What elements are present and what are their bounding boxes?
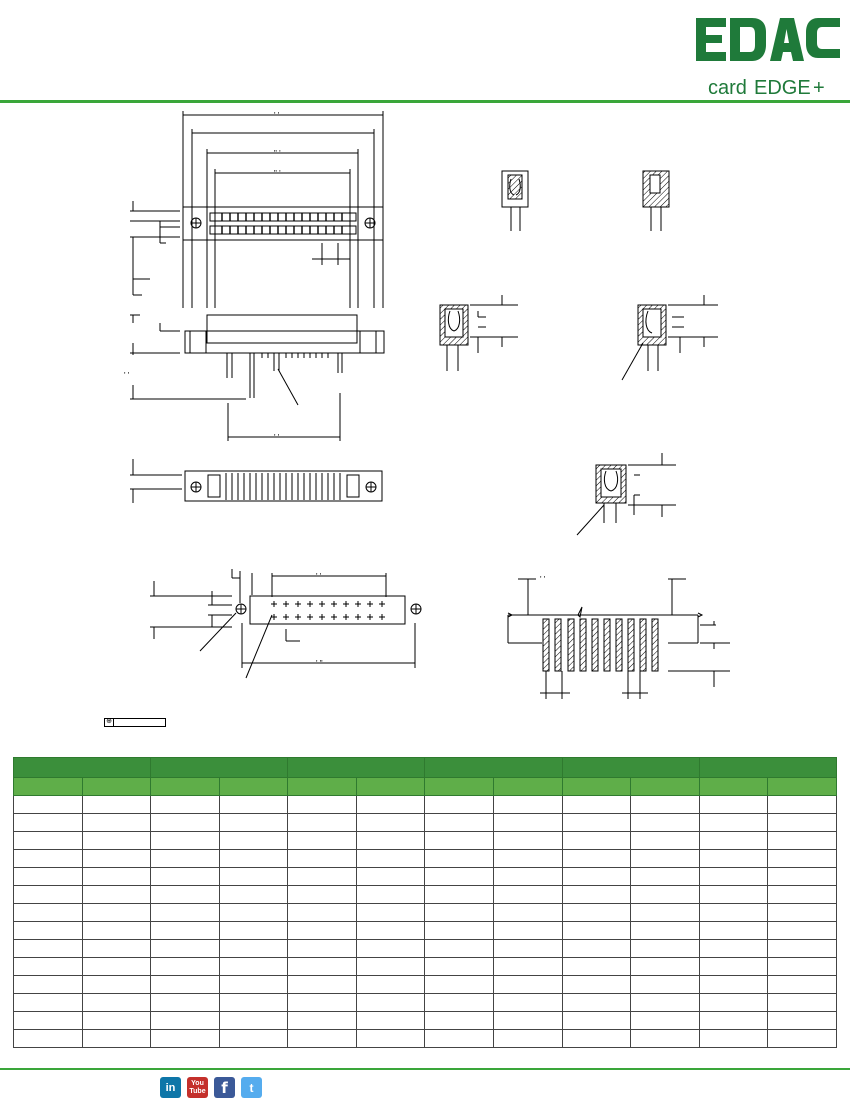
table-sub-header (699, 778, 768, 796)
logo-tagline-edge: EDGE (754, 77, 811, 99)
table-cell (288, 958, 357, 976)
facebook-icon[interactable] (214, 1077, 235, 1098)
table-cell (494, 904, 563, 922)
table-group-header (699, 758, 836, 778)
table-cell (82, 868, 151, 886)
table-group-header (14, 758, 151, 778)
table-cell (14, 904, 83, 922)
table-cell (82, 922, 151, 940)
table-cell (699, 904, 768, 922)
table-cell (562, 976, 631, 994)
table-cell (356, 940, 425, 958)
table-cell (494, 850, 563, 868)
table-cell (288, 796, 357, 814)
table-cell (768, 994, 837, 1012)
table-cell (82, 814, 151, 832)
table-cell (14, 814, 83, 832)
table-cell (82, 994, 151, 1012)
table-cell (151, 1012, 220, 1030)
dim-label-side-left: ' ' (124, 371, 130, 380)
section-view-3 (440, 295, 518, 371)
table-cell (768, 976, 837, 994)
table-cell (356, 1030, 425, 1048)
table-cell (768, 814, 837, 832)
table-cell (631, 796, 700, 814)
table-cell (288, 868, 357, 886)
table-cell (288, 976, 357, 994)
table-cell (356, 868, 425, 886)
table-cell (151, 796, 220, 814)
table-cell (82, 850, 151, 868)
table-cell (562, 886, 631, 904)
table-cell (82, 1030, 151, 1048)
table-cell (219, 940, 288, 958)
table-cell (631, 1030, 700, 1048)
table-cell (425, 850, 494, 868)
table-cell (631, 940, 700, 958)
logo-tagline-card: card (708, 77, 747, 99)
table-cell (494, 940, 563, 958)
table-cell (768, 940, 837, 958)
table-cell (151, 868, 220, 886)
section-view-5 (577, 453, 676, 535)
table-cell (768, 1030, 837, 1048)
table-cell (14, 832, 83, 850)
table-cell (151, 940, 220, 958)
table-cell (425, 796, 494, 814)
table-cell (425, 904, 494, 922)
table-cell (562, 832, 631, 850)
spec-table (13, 757, 837, 1048)
table-cell (768, 886, 837, 904)
table-cell (219, 832, 288, 850)
table-cell (219, 994, 288, 1012)
table-group-header (562, 758, 699, 778)
table-cell (14, 994, 83, 1012)
table-cell (14, 886, 83, 904)
table-cell (562, 904, 631, 922)
table-cell (768, 922, 837, 940)
table-row (14, 850, 837, 868)
top-view (130, 111, 383, 308)
dim-label-3: " ' (274, 169, 281, 178)
logo-tagline-plus: + (813, 77, 825, 99)
table-cell (768, 958, 837, 976)
table-cell (699, 814, 768, 832)
section-view-1 (502, 171, 528, 231)
table-cell (699, 940, 768, 958)
table-cell (562, 940, 631, 958)
table-cell (562, 922, 631, 940)
table-row (14, 832, 837, 850)
table-cell (631, 832, 700, 850)
table-cell (425, 958, 494, 976)
table-cell (494, 886, 563, 904)
table-sub-header (219, 778, 288, 796)
table-cell (14, 1030, 83, 1048)
table-cell (288, 1030, 357, 1048)
table-cell (631, 904, 700, 922)
table-row (14, 1012, 837, 1030)
table-cell (288, 832, 357, 850)
table-body (14, 796, 837, 1048)
table-cell (699, 958, 768, 976)
table-group-header (151, 758, 288, 778)
table-cell (631, 850, 700, 868)
section-cut-contacts (543, 619, 658, 671)
dim-label-2: " ' (274, 149, 281, 158)
table-cell (631, 922, 700, 940)
table-cell (151, 904, 220, 922)
table-cell (425, 1030, 494, 1048)
table-sub-header-row (14, 778, 837, 796)
table-cell (699, 886, 768, 904)
top-view-contacts (222, 213, 342, 234)
table-cell (494, 958, 563, 976)
table-cell (562, 994, 631, 1012)
table-cell (82, 886, 151, 904)
table-cell (562, 868, 631, 886)
table-cell (425, 976, 494, 994)
table-sub-header (768, 778, 837, 796)
table-row (14, 868, 837, 886)
table-cell (425, 922, 494, 940)
table-cell (14, 976, 83, 994)
table-cell (631, 1012, 700, 1030)
table-cell (151, 976, 220, 994)
table-row (14, 976, 837, 994)
table-cell (425, 832, 494, 850)
table-sub-header (151, 778, 220, 796)
table-cell (14, 1012, 83, 1030)
table-group-header-row (14, 758, 837, 778)
table-cell (82, 976, 151, 994)
table-sub-header (288, 778, 357, 796)
table-cell (14, 796, 83, 814)
table-cell (288, 886, 357, 904)
pcb-layout (150, 569, 421, 678)
table-row (14, 814, 837, 832)
table-cell (219, 1012, 288, 1030)
table-sub-header (631, 778, 700, 796)
table-row (14, 958, 837, 976)
table-cell (219, 796, 288, 814)
pcb-holes (271, 601, 385, 620)
table-cell (288, 940, 357, 958)
table-row (14, 796, 837, 814)
table-cell (82, 958, 151, 976)
youtube-icon[interactable] (187, 1077, 208, 1098)
table-cell (699, 868, 768, 886)
twitter-label: t (249, 1080, 254, 1095)
table-cell (768, 1012, 837, 1030)
table-cell (631, 976, 700, 994)
table-cell (494, 1030, 563, 1048)
table-cell (356, 1012, 425, 1030)
table-cell (768, 796, 837, 814)
table-cell (356, 958, 425, 976)
table-cell (631, 958, 700, 976)
table-cell (699, 994, 768, 1012)
section-view-4 (622, 295, 718, 380)
table-cell (151, 922, 220, 940)
table-cell (356, 922, 425, 940)
table-cell (768, 904, 837, 922)
table-cell (494, 868, 563, 886)
table-cell (288, 904, 357, 922)
table-sub-header (494, 778, 563, 796)
table-cell (151, 1030, 220, 1048)
technical-drawing (0, 103, 850, 753)
table-cell (288, 994, 357, 1012)
dim-label-overall: ' ' (274, 111, 280, 120)
table-cell (14, 940, 83, 958)
table-cell (14, 850, 83, 868)
table-cell (356, 886, 425, 904)
table-cell (219, 886, 288, 904)
table-cell (219, 1030, 288, 1048)
table-cell (494, 832, 563, 850)
table-cell (288, 1012, 357, 1030)
table-cell (699, 850, 768, 868)
table-cell (14, 922, 83, 940)
table-cell (219, 922, 288, 940)
table-cell (288, 850, 357, 868)
table-cell (699, 1012, 768, 1030)
dim-label-side-bottom: ' ' (274, 433, 280, 442)
table-cell (562, 1030, 631, 1048)
table-row (14, 904, 837, 922)
dim-label-section: ' ' (540, 575, 546, 584)
table-cell (151, 886, 220, 904)
section-view-2 (643, 171, 669, 231)
dim-label-pcb-bottom: ' " (316, 659, 323, 668)
table-cell (494, 1012, 563, 1030)
linkedin-icon[interactable] (160, 1077, 181, 1098)
table-row (14, 940, 837, 958)
table-cell (356, 850, 425, 868)
table-cell (425, 1012, 494, 1030)
table-cell (82, 796, 151, 814)
table-cell (425, 994, 494, 1012)
table-cell (151, 958, 220, 976)
table-cell (768, 868, 837, 886)
table-cell (631, 994, 700, 1012)
table-cell (151, 832, 220, 850)
table-cell (494, 922, 563, 940)
table-cell (494, 814, 563, 832)
table-cell (425, 814, 494, 832)
table-sub-header (356, 778, 425, 796)
table-cell (82, 940, 151, 958)
side-view (130, 315, 384, 441)
table-cell (14, 868, 83, 886)
table-cell (82, 904, 151, 922)
table-cell (82, 1012, 151, 1030)
table-cell (768, 832, 837, 850)
twitter-icon[interactable] (241, 1077, 262, 1098)
table-cell (562, 958, 631, 976)
table-cell (562, 1012, 631, 1030)
table-cell (288, 814, 357, 832)
dim-label-pcb-top: ' ' (316, 572, 322, 581)
table-cell (562, 814, 631, 832)
table-cell (151, 994, 220, 1012)
table-cell (631, 886, 700, 904)
table-cell (219, 850, 288, 868)
table-sub-header (14, 778, 83, 796)
table-cell (699, 922, 768, 940)
table-cell (356, 994, 425, 1012)
table-cell (699, 1030, 768, 1048)
table-row (14, 994, 837, 1012)
bottom-view (130, 459, 382, 503)
table-cell (425, 940, 494, 958)
table-cell (356, 796, 425, 814)
table-cell (288, 922, 357, 940)
table-cell (219, 904, 288, 922)
target-symbol-icon: ⊕ (105, 718, 114, 726)
table-cell (219, 976, 288, 994)
table-cell (562, 850, 631, 868)
table-cell (14, 958, 83, 976)
table-group-header (425, 758, 562, 778)
table-cell (494, 994, 563, 1012)
table-cell (219, 958, 288, 976)
youtube-label-a: You (191, 1079, 204, 1087)
table-cell (494, 976, 563, 994)
edac-logo (694, 16, 842, 100)
table-cell (356, 976, 425, 994)
linkedin-label: in (165, 1081, 176, 1094)
youtube-label-b: Tube (189, 1087, 206, 1095)
table-group-header (288, 758, 425, 778)
table-cell (768, 850, 837, 868)
table-cell (356, 832, 425, 850)
table-cell (219, 814, 288, 832)
table-cell (631, 814, 700, 832)
table-cell (631, 868, 700, 886)
table-cell (425, 868, 494, 886)
table-cell (494, 796, 563, 814)
table-cell (562, 796, 631, 814)
table-row (14, 922, 837, 940)
table-sub-header (425, 778, 494, 796)
table-cell (82, 832, 151, 850)
table-row (14, 886, 837, 904)
table-cell (699, 832, 768, 850)
table-sub-header (562, 778, 631, 796)
table-cell (356, 904, 425, 922)
table-cell (699, 796, 768, 814)
table-cell (699, 976, 768, 994)
table-row (14, 1030, 837, 1048)
table-cell (151, 850, 220, 868)
social-links (160, 1077, 262, 1098)
table-cell (219, 868, 288, 886)
table-sub-header (82, 778, 151, 796)
footer-rule (0, 1068, 850, 1070)
table-cell (356, 814, 425, 832)
table-cell (425, 886, 494, 904)
table-cell (151, 814, 220, 832)
facebook-label: f (221, 1078, 228, 1097)
tolerance-symbol (104, 718, 166, 727)
